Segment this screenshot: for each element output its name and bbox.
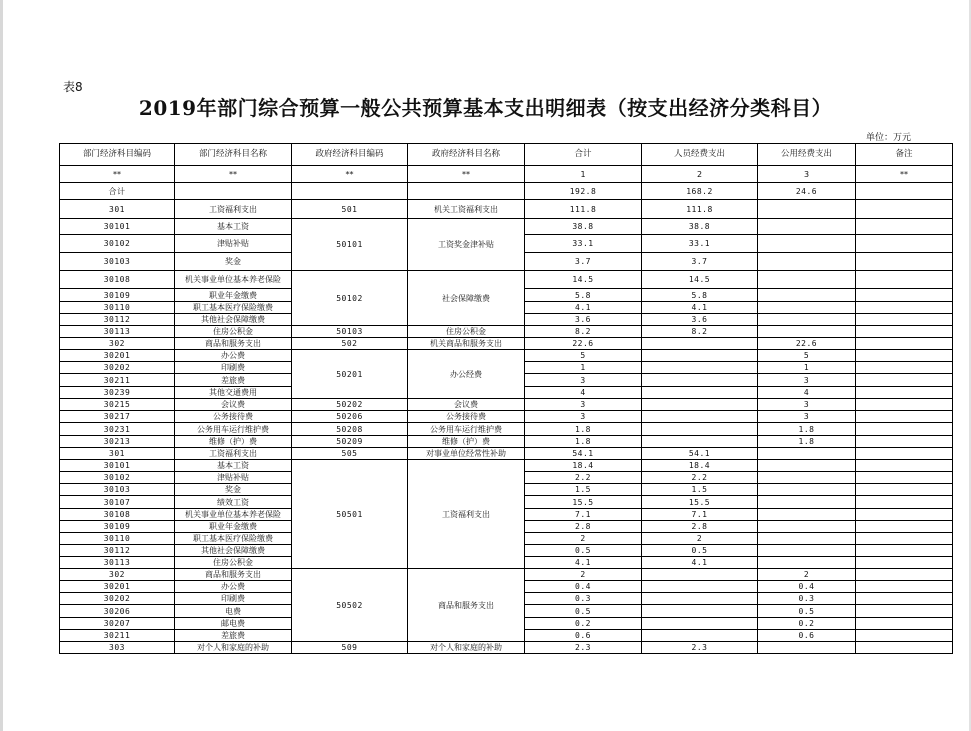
personnel-cell: 3.7 — [642, 253, 758, 271]
public-cell — [758, 314, 856, 326]
remark-cell — [856, 411, 953, 423]
econ-code-cell: 30202 — [60, 593, 175, 605]
econ-code-cell: 合计 — [60, 183, 175, 200]
public-cell: 0.6 — [758, 630, 856, 642]
econ-code-cell: 30207 — [60, 618, 175, 630]
public-cell: 1 — [758, 362, 856, 374]
personnel-cell — [642, 618, 758, 630]
econ-code-cell: 30201 — [60, 350, 175, 362]
econ-name-cell: 津贴补贴 — [175, 235, 292, 253]
public-cell: 5 — [758, 350, 856, 362]
header-cell: 政府经济科目编码 — [292, 144, 408, 166]
econ-code-cell: 30101 — [60, 219, 175, 235]
personnel-cell: 1.5 — [642, 484, 758, 496]
econ-name-cell: 职工基本医疗保险缴费 — [175, 533, 292, 545]
personnel-cell: 14.5 — [642, 271, 758, 289]
econ-code-cell: 30202 — [60, 362, 175, 374]
remark-cell — [856, 581, 953, 593]
econ-code-cell: 30103 — [60, 484, 175, 496]
public-cell: 0.3 — [758, 593, 856, 605]
gov-code-cell: 50101 — [292, 219, 408, 271]
gov-code-cell: 50208 — [292, 423, 408, 436]
public-cell — [758, 496, 856, 509]
personnel-cell: 2.8 — [642, 521, 758, 533]
remark-cell — [856, 350, 953, 362]
econ-name-cell: 奖金 — [175, 253, 292, 271]
public-cell: 1.8 — [758, 436, 856, 448]
remark-cell — [856, 593, 953, 605]
econ-code-cell: 30101 — [60, 460, 175, 472]
gov-code-cell: 50502 — [292, 569, 408, 642]
econ-code-cell: 30239 — [60, 387, 175, 399]
personnel-cell — [642, 362, 758, 374]
remark-cell — [856, 235, 953, 253]
econ-name-cell: 职业年金缴费 — [175, 521, 292, 533]
remark-cell — [856, 423, 953, 436]
remark-cell — [856, 642, 953, 654]
econ-code-cell: 30113 — [60, 326, 175, 338]
remark-cell — [856, 569, 953, 581]
econ-name-cell: 住房公积金 — [175, 557, 292, 569]
header-cell: 备注 — [856, 144, 953, 166]
gov-code-cell: 50209 — [292, 436, 408, 448]
econ-name-cell: 职工基本医疗保险缴费 — [175, 302, 292, 314]
public-cell: 0.2 — [758, 618, 856, 630]
gov-code-cell: 50501 — [292, 460, 408, 569]
table-row — [60, 448, 953, 460]
total-cell: 0.5 — [525, 545, 642, 557]
total-cell: 0.3 — [525, 593, 642, 605]
gov-name-cell: 社会保障缴费 — [408, 271, 525, 326]
gov-code-cell: 50103 — [292, 326, 408, 338]
public-cell — [758, 484, 856, 496]
econ-code-cell: 30102 — [60, 472, 175, 484]
marker-cell: ** — [175, 166, 292, 183]
table-row — [60, 326, 953, 338]
econ-name-cell: 基本工资 — [175, 460, 292, 472]
personnel-cell — [642, 436, 758, 448]
econ-name-cell: 绩效工资 — [175, 496, 292, 509]
personnel-cell: 2.2 — [642, 472, 758, 484]
gov-name-cell: 公务接待费 — [408, 411, 525, 423]
total-cell: 1 — [525, 362, 642, 374]
public-cell — [758, 448, 856, 460]
econ-code-cell: 30113 — [60, 557, 175, 569]
public-cell — [758, 200, 856, 219]
econ-name-cell: 基本工资 — [175, 219, 292, 235]
personnel-cell: 2 — [642, 533, 758, 545]
marker-cell: ** — [408, 166, 525, 183]
public-cell: 3 — [758, 374, 856, 387]
table-row — [60, 350, 953, 362]
header-cell: 合计 — [525, 144, 642, 166]
remark-cell — [856, 545, 953, 557]
remark-cell — [856, 509, 953, 521]
econ-code-cell: 30109 — [60, 289, 175, 302]
econ-name-cell: 机关事业单位基本养老保险 — [175, 271, 292, 289]
econ-name-cell: 津贴补贴 — [175, 472, 292, 484]
personnel-cell — [642, 399, 758, 411]
econ-name-cell: 差旅费 — [175, 630, 292, 642]
remark-cell — [856, 557, 953, 569]
personnel-cell: 4.1 — [642, 302, 758, 314]
total-cell: 4.1 — [525, 302, 642, 314]
econ-code-cell: 30206 — [60, 605, 175, 618]
remark-cell — [856, 605, 953, 618]
econ-code-cell: 30211 — [60, 374, 175, 387]
econ-code-cell: 30215 — [60, 399, 175, 411]
total-cell: 15.5 — [525, 496, 642, 509]
personnel-cell: 4.1 — [642, 557, 758, 569]
gov-name-cell — [408, 183, 525, 200]
public-cell — [758, 253, 856, 271]
table-row — [60, 411, 953, 423]
personnel-cell — [642, 630, 758, 642]
remark-cell — [856, 326, 953, 338]
table-row — [60, 271, 953, 289]
personnel-cell — [642, 387, 758, 399]
total-cell: 38.8 — [525, 219, 642, 235]
remark-cell — [856, 362, 953, 374]
total-cell: 2 — [525, 533, 642, 545]
public-cell — [758, 235, 856, 253]
marker-cell: ** — [60, 166, 175, 183]
total-cell: 1.5 — [525, 484, 642, 496]
econ-name-cell: 公务用车运行维护费 — [175, 423, 292, 436]
total-cell: 3.6 — [525, 314, 642, 326]
econ-name-cell: 奖金 — [175, 484, 292, 496]
personnel-cell — [642, 374, 758, 387]
personnel-cell — [642, 411, 758, 423]
personnel-cell — [642, 569, 758, 581]
personnel-cell: 38.8 — [642, 219, 758, 235]
table-row — [60, 399, 953, 411]
public-cell — [758, 460, 856, 472]
econ-code-cell: 30201 — [60, 581, 175, 593]
gov-code-cell: 501 — [292, 200, 408, 219]
gov-name-cell: 商品和服务支出 — [408, 569, 525, 642]
total-cell: 2 — [525, 569, 642, 581]
total-cell: 0.5 — [525, 605, 642, 618]
public-cell: 0.5 — [758, 605, 856, 618]
public-cell: 1.8 — [758, 423, 856, 436]
public-cell: 4 — [758, 387, 856, 399]
personnel-cell: 8.2 — [642, 326, 758, 338]
table-row — [60, 460, 953, 472]
econ-name-cell: 办公费 — [175, 350, 292, 362]
remark-cell — [856, 630, 953, 642]
remark-cell — [856, 338, 953, 350]
total-cell: 54.1 — [525, 448, 642, 460]
econ-name-cell: 印刷费 — [175, 593, 292, 605]
econ-name-cell: 邮电费 — [175, 618, 292, 630]
total-cell: 22.6 — [525, 338, 642, 350]
public-cell: 0.4 — [758, 581, 856, 593]
table-row — [60, 183, 953, 200]
personnel-cell: 7.1 — [642, 509, 758, 521]
econ-name-cell: 会议费 — [175, 399, 292, 411]
gov-code-cell: 50201 — [292, 350, 408, 399]
public-cell — [758, 642, 856, 654]
remark-cell — [856, 399, 953, 411]
table-row — [60, 200, 953, 219]
total-cell: 5 — [525, 350, 642, 362]
econ-code-cell: 30108 — [60, 271, 175, 289]
marker-cell: 3 — [758, 166, 856, 183]
gov-name-cell: 住房公积金 — [408, 326, 525, 338]
public-cell — [758, 533, 856, 545]
gov-code-cell: 505 — [292, 448, 408, 460]
remark-cell — [856, 271, 953, 289]
public-cell — [758, 326, 856, 338]
remark-cell — [856, 219, 953, 235]
total-cell: 33.1 — [525, 235, 642, 253]
gov-code-cell: 502 — [292, 338, 408, 350]
econ-code-cell: 30109 — [60, 521, 175, 533]
econ-name-cell: 住房公积金 — [175, 326, 292, 338]
gov-name-cell: 工资福利支出 — [408, 460, 525, 569]
gov-code-cell: 509 — [292, 642, 408, 654]
personnel-cell: 15.5 — [642, 496, 758, 509]
total-cell: 3 — [525, 411, 642, 423]
remark-cell — [856, 521, 953, 533]
econ-name-cell: 商品和服务支出 — [175, 338, 292, 350]
public-cell — [758, 509, 856, 521]
econ-code-cell: 30112 — [60, 314, 175, 326]
table-row — [60, 436, 953, 448]
econ-name-cell: 对个人和家庭的补助 — [175, 642, 292, 654]
econ-name-cell: 工资福利支出 — [175, 200, 292, 219]
remark-cell — [856, 183, 953, 200]
budget-detail-table — [59, 143, 953, 654]
marker-cell: ** — [856, 166, 953, 183]
gov-name-cell: 机关商品和服务支出 — [408, 338, 525, 350]
total-cell: 2.8 — [525, 521, 642, 533]
econ-name-cell: 印刷费 — [175, 362, 292, 374]
total-cell: 2.2 — [525, 472, 642, 484]
remark-cell — [856, 533, 953, 545]
table-row — [60, 338, 953, 350]
marker-cell: ** — [292, 166, 408, 183]
econ-code-cell: 303 — [60, 642, 175, 654]
econ-code-cell: 302 — [60, 338, 175, 350]
total-cell: 2.3 — [525, 642, 642, 654]
total-cell: 4.1 — [525, 557, 642, 569]
econ-code-cell: 30103 — [60, 253, 175, 271]
total-cell: 7.1 — [525, 509, 642, 521]
table-row — [60, 219, 953, 235]
table-row — [60, 642, 953, 654]
public-cell: 3 — [758, 399, 856, 411]
gov-name-cell: 会议费 — [408, 399, 525, 411]
table-row — [60, 423, 953, 436]
gov-code-cell: 50102 — [292, 271, 408, 326]
econ-name-cell: 商品和服务支出 — [175, 569, 292, 581]
public-cell — [758, 302, 856, 314]
header-cell: 部门经济科目名称 — [175, 144, 292, 166]
econ-code-cell: 30217 — [60, 411, 175, 423]
personnel-cell — [642, 593, 758, 605]
econ-code-cell: 30110 — [60, 302, 175, 314]
total-cell: 0.6 — [525, 630, 642, 642]
gov-name-cell: 对事业单位经常性补助 — [408, 448, 525, 460]
econ-code-cell: 30211 — [60, 630, 175, 642]
remark-cell — [856, 484, 953, 496]
public-cell: 2 — [758, 569, 856, 581]
total-cell: 14.5 — [525, 271, 642, 289]
econ-name-cell: 工资福利支出 — [175, 448, 292, 460]
econ-name-cell: 职业年金缴费 — [175, 289, 292, 302]
remark-cell — [856, 472, 953, 484]
total-cell: 18.4 — [525, 460, 642, 472]
public-cell — [758, 219, 856, 235]
table-body — [60, 183, 953, 654]
remark-cell — [856, 302, 953, 314]
public-cell — [758, 521, 856, 533]
total-cell: 5.8 — [525, 289, 642, 302]
total-cell: 111.8 — [525, 200, 642, 219]
public-cell: 24.6 — [758, 183, 856, 200]
econ-name-cell: 其他社会保障缴费 — [175, 545, 292, 557]
remark-cell — [856, 289, 953, 302]
total-cell: 3 — [525, 374, 642, 387]
econ-code-cell: 301 — [60, 200, 175, 219]
remark-cell — [856, 253, 953, 271]
econ-name-cell: 差旅费 — [175, 374, 292, 387]
econ-code-cell: 302 — [60, 569, 175, 581]
econ-name-cell: 机关事业单位基本养老保险 — [175, 509, 292, 521]
personnel-cell: 2.3 — [642, 642, 758, 654]
marker-cell: 1 — [525, 166, 642, 183]
public-cell — [758, 557, 856, 569]
header-cell: 部门经济科目编码 — [60, 144, 175, 166]
gov-name-cell: 机关工资福利支出 — [408, 200, 525, 219]
total-cell: 3.7 — [525, 253, 642, 271]
econ-name-cell — [175, 183, 292, 200]
remark-cell — [856, 496, 953, 509]
total-cell: 1.8 — [525, 436, 642, 448]
total-cell: 1.8 — [525, 423, 642, 436]
total-cell: 4 — [525, 387, 642, 399]
public-cell — [758, 289, 856, 302]
total-cell: 3 — [525, 399, 642, 411]
personnel-cell — [642, 581, 758, 593]
public-cell — [758, 472, 856, 484]
marker-row — [60, 166, 953, 183]
remark-cell — [856, 314, 953, 326]
header-cell: 政府经济科目名称 — [408, 144, 525, 166]
personnel-cell: 18.4 — [642, 460, 758, 472]
econ-code-cell: 30112 — [60, 545, 175, 557]
gov-code-cell — [292, 183, 408, 200]
public-cell — [758, 271, 856, 289]
unit-label: 单位：万元 — [865, 133, 911, 143]
table-number: 表8 — [63, 80, 83, 94]
remark-cell — [856, 200, 953, 219]
personnel-cell: 5.8 — [642, 289, 758, 302]
gov-name-cell: 公务用车运行维护费 — [408, 423, 525, 436]
public-cell: 22.6 — [758, 338, 856, 350]
econ-name-cell: 维修（护）费 — [175, 436, 292, 448]
page-title: 2019年部门综合预算一般公共预算基本支出明细表（按支出经济分类科目） — [138, 96, 833, 120]
econ-code-cell: 30213 — [60, 436, 175, 448]
total-cell: 0.2 — [525, 618, 642, 630]
personnel-cell: 0.5 — [642, 545, 758, 557]
econ-name-cell: 公务接待费 — [175, 411, 292, 423]
personnel-cell — [642, 338, 758, 350]
remark-cell — [856, 460, 953, 472]
econ-name-cell: 其他交通费用 — [175, 387, 292, 399]
personnel-cell: 111.8 — [642, 200, 758, 219]
public-cell — [758, 545, 856, 557]
econ-code-cell: 30108 — [60, 509, 175, 521]
personnel-cell — [642, 605, 758, 618]
marker-cell: 2 — [642, 166, 758, 183]
personnel-cell: 168.2 — [642, 183, 758, 200]
total-cell: 192.8 — [525, 183, 642, 200]
gov-name-cell: 工资奖金津补贴 — [408, 219, 525, 271]
gov-name-cell: 维修（护）费 — [408, 436, 525, 448]
table-row — [60, 569, 953, 581]
econ-code-cell: 30231 — [60, 423, 175, 436]
personnel-cell: 33.1 — [642, 235, 758, 253]
econ-name-cell: 其他社会保障缴费 — [175, 314, 292, 326]
personnel-cell: 54.1 — [642, 448, 758, 460]
econ-name-cell: 办公费 — [175, 581, 292, 593]
remark-cell — [856, 387, 953, 399]
gov-name-cell: 对个人和家庭的补助 — [408, 642, 525, 654]
remark-cell — [856, 448, 953, 460]
gov-code-cell: 50206 — [292, 411, 408, 423]
gov-code-cell: 50202 — [292, 399, 408, 411]
header-cell: 人员经费支出 — [642, 144, 758, 166]
gov-name-cell: 办公经费 — [408, 350, 525, 399]
remark-cell — [856, 436, 953, 448]
econ-code-cell: 30102 — [60, 235, 175, 253]
total-cell: 8.2 — [525, 326, 642, 338]
personnel-cell — [642, 423, 758, 436]
remark-cell — [856, 618, 953, 630]
header-cell: 公用经费支出 — [758, 144, 856, 166]
econ-code-cell: 30107 — [60, 496, 175, 509]
remark-cell — [856, 374, 953, 387]
personnel-cell — [642, 350, 758, 362]
header-row — [60, 144, 953, 166]
public-cell: 3 — [758, 411, 856, 423]
total-cell: 0.4 — [525, 581, 642, 593]
econ-code-cell: 30110 — [60, 533, 175, 545]
personnel-cell: 3.6 — [642, 314, 758, 326]
econ-code-cell: 301 — [60, 448, 175, 460]
econ-name-cell: 电费 — [175, 605, 292, 618]
